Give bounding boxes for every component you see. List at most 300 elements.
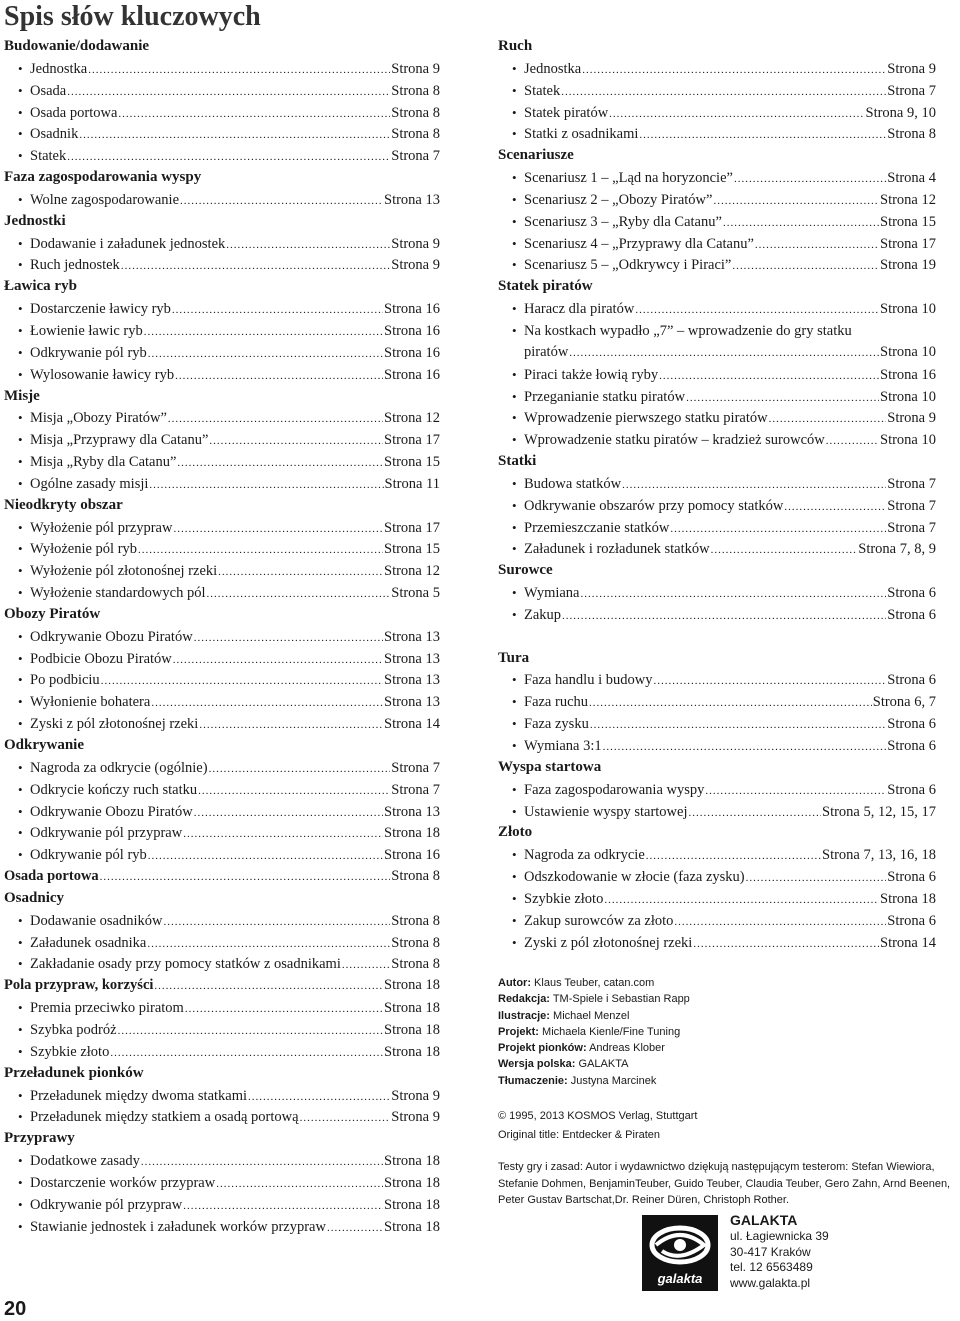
dot-leader bbox=[198, 781, 390, 803]
entry-page-ref: Strona 9, 10 bbox=[865, 104, 936, 121]
dot-leader bbox=[300, 1108, 391, 1130]
section-heading: Odkrywanie bbox=[4, 737, 85, 753]
index-entry bbox=[4, 320, 440, 342]
entry-page-ref: Strona 13 bbox=[384, 803, 440, 820]
entry-page-ref: Strona 18 bbox=[384, 1043, 440, 1060]
dot-leader bbox=[693, 934, 879, 956]
dot-leader bbox=[604, 890, 879, 912]
index-entry bbox=[4, 298, 440, 320]
entry-label: • Odkrywanie obszarów przy pomocy statków bbox=[524, 497, 784, 514]
entry-page-ref: Strona 6 bbox=[887, 738, 936, 754]
index-entry bbox=[498, 211, 936, 233]
index-entry bbox=[498, 189, 936, 211]
entry-label: • Wyłożenie pól ryb bbox=[30, 541, 138, 558]
entry-label: • Osada portowa bbox=[30, 104, 118, 121]
index-entry bbox=[4, 233, 440, 255]
entry-page-ref: Strona 6 bbox=[887, 585, 936, 602]
page-number: 20 bbox=[4, 1298, 27, 1320]
section-heading: Jednostki bbox=[4, 212, 66, 229]
index-entry bbox=[4, 910, 440, 932]
index-entry bbox=[498, 604, 936, 626]
entry-page-ref: Strona 10 bbox=[880, 301, 936, 318]
index-entry bbox=[498, 495, 936, 517]
index-entry bbox=[4, 189, 440, 211]
entry-page-ref: Strona 14 bbox=[880, 934, 936, 951]
entry-page-ref: Strona 7, 8, 9 bbox=[858, 541, 936, 558]
index-entry bbox=[4, 1106, 440, 1128]
dot-leader bbox=[154, 976, 383, 998]
credit-value: Justyna Marcinek bbox=[567, 1074, 657, 1087]
entry-page-ref: Strona 17 bbox=[384, 519, 440, 536]
index-entry bbox=[4, 102, 440, 124]
index-entry bbox=[498, 58, 936, 80]
index-entry bbox=[4, 1150, 440, 1172]
dot-leader bbox=[603, 737, 887, 759]
index-entry bbox=[498, 386, 936, 408]
dot-leader bbox=[590, 715, 886, 737]
entry-label: • Osada bbox=[30, 82, 67, 99]
entry-page-ref: Strona 15 bbox=[880, 213, 936, 230]
index-entry bbox=[4, 822, 440, 844]
entry-page-ref: Strona 6 bbox=[887, 869, 936, 886]
section-heading: Statki bbox=[498, 453, 537, 470]
entry-page-ref: Strona 7, 13, 16, 18 bbox=[822, 847, 936, 864]
entry-page-ref: Strona 16 bbox=[384, 366, 440, 383]
credit-line bbox=[498, 1056, 958, 1072]
entry-label: • Zyski z pól złotonośnej rzeki bbox=[524, 934, 693, 951]
entry-page-ref: Strona 13 bbox=[384, 650, 440, 667]
index-entry bbox=[4, 473, 440, 495]
entry-page-ref: Strona 7 bbox=[391, 148, 440, 165]
index-entry bbox=[4, 953, 440, 975]
entry-page-ref: Strona 15 bbox=[384, 454, 440, 471]
dot-leader bbox=[674, 912, 886, 934]
index-entry bbox=[498, 844, 936, 866]
index-entry bbox=[4, 1172, 440, 1194]
entry-label: • Na kostkach wypadło „7” – wprowadzenie do gry statku bbox=[524, 322, 852, 339]
index-entry bbox=[498, 669, 936, 691]
entry-page-ref: Strona 9 bbox=[391, 257, 440, 274]
entry-page-ref: Strona 18 bbox=[384, 1196, 440, 1213]
index-entry bbox=[498, 779, 936, 801]
credit-value: Michaela Kienle/Fine Tuning bbox=[538, 1025, 681, 1038]
index-entry bbox=[4, 757, 440, 779]
spacer bbox=[498, 626, 936, 648]
copyright-block bbox=[498, 1107, 958, 1145]
entry-label: • Dostarczenie worków przypraw bbox=[30, 1174, 216, 1191]
credit-value: GALAKTA bbox=[575, 1058, 629, 1071]
dot-leader bbox=[172, 300, 383, 322]
entry-label: • Podbicie Obozu Piratów bbox=[30, 650, 172, 667]
entry-label: • Szybkie złoto bbox=[524, 890, 604, 907]
entry-label: • Scenariusz 3 – „Ryby dla Catanu” bbox=[524, 213, 722, 230]
entry-page-ref: Strona 7 bbox=[887, 475, 936, 492]
entry-page-ref: Strona 12 bbox=[384, 563, 440, 580]
entry-label: • Szybka podróż bbox=[30, 1021, 117, 1038]
entry-label: • Dostarczenie ławicy ryb bbox=[30, 301, 171, 318]
section-heading: Obozy Piratów bbox=[4, 605, 101, 622]
entry-label: • Misja „Przyprawy dla Catanu” bbox=[30, 432, 209, 449]
index-entry bbox=[4, 779, 440, 801]
dot-leader bbox=[194, 628, 383, 650]
dot-leader bbox=[79, 125, 390, 147]
entry-label: • Wyłożenie pól przypraw bbox=[30, 519, 173, 536]
entry-page-ref: Strona 8 bbox=[391, 104, 440, 121]
dot-leader bbox=[713, 191, 879, 213]
entry-page-ref: Strona 5, 12, 15, 17 bbox=[822, 803, 936, 820]
entry-page-ref: Strona 8 bbox=[391, 82, 440, 99]
index-entry bbox=[498, 735, 936, 757]
entry-page-ref: Strona 7 bbox=[887, 82, 936, 99]
entry-label: • Odkrywanie pól ryb bbox=[30, 344, 147, 361]
publisher-phone: tel. 12 6563489 bbox=[730, 1260, 813, 1274]
section-heading: Misje bbox=[4, 387, 40, 404]
dot-leader bbox=[561, 82, 886, 104]
section-heading: Przeładunek pionków bbox=[4, 1064, 144, 1081]
dot-leader bbox=[581, 584, 887, 606]
entry-label: • Scenariusz 1 – „Ląd na horyzoncie” bbox=[524, 170, 733, 187]
entry-label: • Wymiana 3:1 bbox=[524, 738, 602, 754]
dot-leader bbox=[622, 475, 886, 497]
dot-leader bbox=[723, 213, 879, 235]
index-entry bbox=[4, 713, 440, 735]
entry-label: • Przeładunek między statkiem a osadą portową bbox=[30, 1109, 299, 1126]
entry-label: • Wylosowanie ławicy ryb bbox=[30, 366, 175, 383]
dot-leader bbox=[569, 343, 879, 365]
index-entry bbox=[4, 517, 440, 539]
entry-label: • Nagroda za odkrycie (ogólnie) bbox=[30, 759, 208, 776]
entry-page-ref: Strona 17 bbox=[880, 235, 936, 252]
index-entry bbox=[498, 932, 936, 954]
entry-page-ref: Strona 8 bbox=[391, 956, 440, 973]
entry-page-ref: Strona 7 bbox=[887, 497, 936, 514]
entry-page-ref: Strona 9 bbox=[391, 235, 440, 252]
entry-page-ref: Strona 9 bbox=[391, 1109, 440, 1126]
publisher-website[interactable]: www.galakta.pl bbox=[730, 1275, 811, 1290]
entry-label: • Misja „Obozy Piratów” bbox=[30, 410, 167, 427]
dot-leader bbox=[209, 431, 383, 453]
entry-label: • Zakup surowców za złoto bbox=[524, 912, 674, 929]
entry-label: • Odkrywanie pól przypraw bbox=[30, 825, 183, 842]
publisher-address bbox=[730, 1212, 829, 1291]
dot-leader bbox=[207, 584, 391, 606]
entry-label: • Misja „Ryby dla Catanu” bbox=[30, 454, 177, 471]
dot-leader bbox=[185, 999, 383, 1021]
entry-page-ref: Strona 8 bbox=[391, 912, 440, 929]
dot-leader bbox=[670, 519, 886, 541]
section-heading: Budowanie/dodawanie bbox=[4, 38, 150, 54]
entry-label: • Statki z osadnikami bbox=[524, 126, 639, 143]
index-entry bbox=[498, 582, 936, 604]
credit-value: Klaus Teuber, catan.com bbox=[531, 977, 655, 989]
entry-label: • Statek bbox=[524, 82, 561, 99]
section-heading: Ławica ryb bbox=[4, 278, 77, 295]
entry-page-ref: Strona 18 bbox=[384, 1000, 440, 1017]
section-heading: Nieodkryty obszar bbox=[4, 496, 123, 513]
entry-page-ref: Strona 7 bbox=[391, 759, 440, 776]
entry-label: • Wprowadzenie pierwszego statku piratów bbox=[524, 410, 768, 427]
index-entry bbox=[498, 691, 936, 713]
entry-label: • Przemieszczanie statków bbox=[524, 519, 670, 536]
index-entry bbox=[4, 451, 440, 473]
index-entry bbox=[498, 123, 936, 145]
dot-leader bbox=[177, 453, 383, 475]
entry-label: • Scenariusz 4 – „Przyprawy dla Catanu” bbox=[524, 235, 754, 252]
dot-leader bbox=[67, 147, 390, 169]
credit-role: Tłumaczenie: bbox=[498, 1074, 568, 1087]
entry-label: • Odkrycie kończy ruch statku bbox=[30, 781, 198, 798]
credit-role: Projekt pionków: bbox=[498, 1042, 587, 1055]
entry-label: • Załadunek i rozładunek statków bbox=[524, 541, 710, 558]
entry-page-ref: Strona 11 bbox=[384, 475, 440, 492]
entry-page-ref: Strona 6 bbox=[887, 716, 936, 733]
entry-label: • Budowa statków bbox=[524, 475, 622, 492]
entry-page-ref: Strona 16 bbox=[880, 366, 936, 383]
galakta-logo-mark bbox=[642, 1215, 718, 1291]
dot-leader bbox=[646, 846, 821, 868]
logo-wordmark: galakta bbox=[657, 1271, 703, 1286]
index-entry bbox=[498, 713, 936, 735]
entry-label: • Przeładunek między dwoma statkami bbox=[30, 1087, 248, 1104]
dot-leader bbox=[101, 671, 383, 693]
index-entry bbox=[498, 233, 936, 255]
dot-leader bbox=[194, 803, 383, 825]
index-entry bbox=[4, 1041, 440, 1063]
dot-leader bbox=[218, 562, 383, 584]
entry-page-ref: Strona 6 bbox=[887, 912, 936, 929]
dot-leader bbox=[100, 867, 391, 889]
entry-label: • Piraci także łowią ryby bbox=[524, 366, 659, 383]
entry-page-ref: Strona 16 bbox=[384, 322, 440, 339]
index-entry bbox=[498, 910, 936, 932]
dot-leader bbox=[67, 82, 390, 104]
dot-leader bbox=[689, 803, 822, 825]
entry-label: • Wyłożenie pól złotonośnej rzeki bbox=[30, 563, 218, 580]
entry-label: • Wyłożenie standardowych pól bbox=[30, 585, 206, 602]
entry-page-ref: Strona 9 bbox=[887, 410, 936, 427]
entry-page-ref: Strona 12 bbox=[384, 410, 440, 427]
entry-page-ref: Strona 18 bbox=[384, 1153, 440, 1170]
index-entry bbox=[4, 58, 440, 80]
dot-leader bbox=[183, 1196, 383, 1218]
dot-leader bbox=[711, 540, 858, 562]
dot-leader bbox=[121, 256, 390, 278]
entry-label: • Jednostka bbox=[30, 60, 88, 77]
entry-page-ref: Strona 13 bbox=[384, 694, 440, 711]
entry-page-ref: Strona 8 bbox=[391, 126, 440, 143]
dot-leader bbox=[562, 606, 886, 628]
entry-label: • Odkrywanie Obozu Piratów bbox=[30, 628, 193, 645]
index-entry bbox=[498, 342, 936, 364]
credit-line bbox=[498, 1040, 958, 1056]
entry-page-ref: Strona 6 bbox=[887, 781, 936, 798]
index-entry bbox=[498, 473, 936, 495]
entry-label: • Stawianie jednostek i załadunek worków przypraw bbox=[30, 1218, 326, 1235]
index-entry bbox=[498, 429, 936, 451]
entry-label: Pola przypraw, korzyści bbox=[4, 977, 154, 994]
index-entry bbox=[498, 407, 936, 429]
dot-leader bbox=[147, 934, 390, 956]
credit-line bbox=[498, 1024, 958, 1040]
copyright-line: © 1995, 2013 KOSMOS Verlag, Stuttgart bbox=[498, 1110, 698, 1122]
dot-leader bbox=[118, 104, 390, 126]
original-title-line: Original title: Entdecker & Piraten bbox=[498, 1129, 661, 1141]
section-heading: Scenariusze bbox=[498, 147, 574, 164]
entry-label: • Ruch jednostek bbox=[30, 257, 120, 274]
dot-leader bbox=[88, 60, 390, 82]
index-column-right bbox=[498, 36, 936, 953]
dot-leader bbox=[144, 322, 383, 344]
section-heading: Faza zagospodarowania wyspy bbox=[4, 169, 202, 186]
entry-label: • Ogólne zasady misji bbox=[30, 475, 149, 492]
entry-page-ref: Strona 16 bbox=[384, 344, 440, 361]
entry-page-ref: Strona 8 bbox=[391, 868, 440, 885]
entry-page-ref: Strona 10 bbox=[880, 388, 936, 405]
section-heading: Tura bbox=[498, 649, 530, 666]
index-entry bbox=[498, 254, 936, 276]
index-entry bbox=[498, 801, 936, 823]
index-entry bbox=[498, 298, 936, 320]
entry-page-ref: Strona 18 bbox=[384, 1218, 440, 1235]
entry-label: • Zakładanie osady przy pomocy statków z osadnikami bbox=[30, 956, 341, 973]
entry-page-ref: Strona 14 bbox=[384, 716, 440, 733]
credit-line bbox=[498, 1008, 958, 1024]
dot-leader bbox=[226, 235, 390, 257]
index-entry bbox=[498, 167, 936, 189]
index-entry bbox=[498, 102, 936, 124]
entry-page-ref: Strona 13 bbox=[384, 672, 440, 689]
entry-page-ref: Strona 6 bbox=[887, 606, 936, 623]
index-entry bbox=[4, 123, 440, 145]
entry-label: • Dodatkowe zasady bbox=[30, 1153, 140, 1170]
entry-label: • Odkrywanie pól ryb bbox=[30, 847, 147, 864]
index-entry bbox=[4, 932, 440, 954]
dot-leader bbox=[175, 366, 383, 388]
entry-page-ref: Strona 18 bbox=[384, 1174, 440, 1191]
entry-label: • Wyłonienie bohatera bbox=[30, 694, 151, 711]
publisher-street: ul. Łagiewnicka 39 bbox=[730, 1229, 829, 1243]
index-entry bbox=[4, 429, 440, 451]
index-entry bbox=[4, 648, 440, 670]
index-entry bbox=[4, 538, 440, 560]
publisher-city: 30-417 Kraków bbox=[730, 1244, 811, 1259]
entry-page-ref: Strona 5 bbox=[391, 585, 440, 602]
index-entry bbox=[4, 801, 440, 823]
dot-leader bbox=[148, 344, 383, 366]
dot-leader bbox=[148, 846, 383, 868]
index-entry bbox=[4, 1216, 440, 1238]
entry-page-ref: Strona 8 bbox=[887, 126, 936, 143]
dot-leader bbox=[826, 431, 879, 453]
credit-line bbox=[498, 991, 958, 1007]
entry-label: • Przeganianie statku piratów bbox=[524, 388, 686, 405]
credit-line bbox=[498, 1073, 958, 1089]
dot-leader bbox=[746, 868, 887, 890]
publisher-name: GALAKTA bbox=[730, 1212, 798, 1228]
entry-label: • Załadunek osadnika bbox=[30, 934, 147, 951]
dot-leader bbox=[609, 104, 864, 126]
index-entry bbox=[498, 80, 936, 102]
index-entry bbox=[4, 407, 440, 429]
entry-label: • Zakup bbox=[524, 606, 562, 623]
credit-role: Projekt: bbox=[498, 1025, 539, 1038]
dot-leader bbox=[705, 781, 886, 803]
section-heading: Ruch bbox=[498, 38, 533, 54]
entry-page-ref: Strona 9 bbox=[391, 1087, 440, 1104]
dot-leader bbox=[216, 1174, 383, 1196]
dot-leader bbox=[163, 912, 390, 934]
index-entry bbox=[498, 517, 936, 539]
index-entry bbox=[4, 669, 440, 691]
index-entry bbox=[4, 560, 440, 582]
entry-label: piratów bbox=[524, 343, 569, 360]
entry-page-ref: Strona 15 bbox=[384, 541, 440, 558]
entry-label: • Łowienie ławic ryb bbox=[30, 322, 143, 339]
entry-label: • Odszkodowanie w złocie (faza zysku) bbox=[524, 869, 745, 886]
entry-label: • Premia przeciwko piratom bbox=[30, 1000, 184, 1017]
testers-note: Testy gry i zasad: Autor i wydawnictwo dziękują następującym testerom: Stefan Wiewiora, Stefanie Dohmen, BenjaminTeuber, Guido Teuber, Claudia Teuber, Gero Zahn, Arnd Beenen, Peter Gustav Bartschat,Dr. Reiner Düren, Christoph Rother. bbox=[498, 1161, 951, 1206]
entry-page-ref: Strona 10 bbox=[880, 432, 936, 449]
index-entry bbox=[4, 145, 440, 167]
dot-leader bbox=[342, 955, 390, 977]
index-entry bbox=[498, 364, 936, 386]
entry-label: • Faza zysku bbox=[524, 716, 589, 733]
credit-role: Autor: bbox=[498, 977, 531, 989]
index-entry bbox=[498, 538, 936, 560]
entry-label: • Wymiana bbox=[524, 585, 580, 602]
entry-label: • Statek piratów bbox=[524, 104, 609, 121]
dot-leader bbox=[118, 1021, 383, 1043]
credit-role: Redakcja: bbox=[498, 993, 550, 1006]
index-entry bbox=[4, 364, 440, 386]
section-heading: Osadnicy bbox=[4, 889, 65, 906]
dot-leader bbox=[141, 1152, 383, 1174]
dot-leader bbox=[686, 388, 879, 410]
entry-label: • Osadnik bbox=[30, 126, 79, 143]
credit-value: Michael Menzel bbox=[549, 1009, 630, 1022]
index-entry bbox=[498, 866, 936, 888]
entry-label: • Szybkie złoto bbox=[30, 1043, 110, 1060]
index-entry bbox=[4, 844, 440, 866]
dot-leader bbox=[732, 256, 879, 278]
dot-leader bbox=[173, 519, 383, 541]
dot-leader bbox=[248, 1087, 390, 1109]
credit-role: Wersja polska: bbox=[498, 1058, 576, 1071]
dot-leader bbox=[327, 1218, 383, 1240]
index-entry bbox=[4, 1194, 440, 1216]
dot-leader bbox=[151, 693, 383, 715]
entry-page-ref: Strona 6, 7 bbox=[872, 694, 936, 711]
entry-page-ref: Strona 16 bbox=[384, 847, 440, 864]
entry-label: • Wolne zagospodarowanie bbox=[30, 191, 180, 208]
index-entry bbox=[498, 320, 936, 342]
entry-label: • Faza handlu i budowy bbox=[524, 672, 653, 689]
entry-label: • Scenariusz 2 – „Obozy Piratów” bbox=[524, 191, 713, 208]
galakta-logo bbox=[642, 1215, 718, 1291]
index-entry bbox=[4, 1019, 440, 1041]
dot-leader bbox=[582, 60, 886, 82]
entry-label: • Faza ruchu bbox=[524, 694, 589, 711]
dot-leader bbox=[173, 650, 383, 672]
entry-page-ref: Strona 8 bbox=[391, 934, 440, 951]
credit-role: Ilustracje: bbox=[498, 1009, 550, 1022]
index-entry bbox=[4, 691, 440, 713]
dot-leader bbox=[653, 671, 886, 693]
entry-page-ref: Strona 9 bbox=[887, 60, 936, 77]
credits-block bbox=[498, 975, 958, 1089]
entry-label: • Haracz dla piratów bbox=[524, 301, 635, 318]
dot-leader bbox=[734, 169, 886, 191]
